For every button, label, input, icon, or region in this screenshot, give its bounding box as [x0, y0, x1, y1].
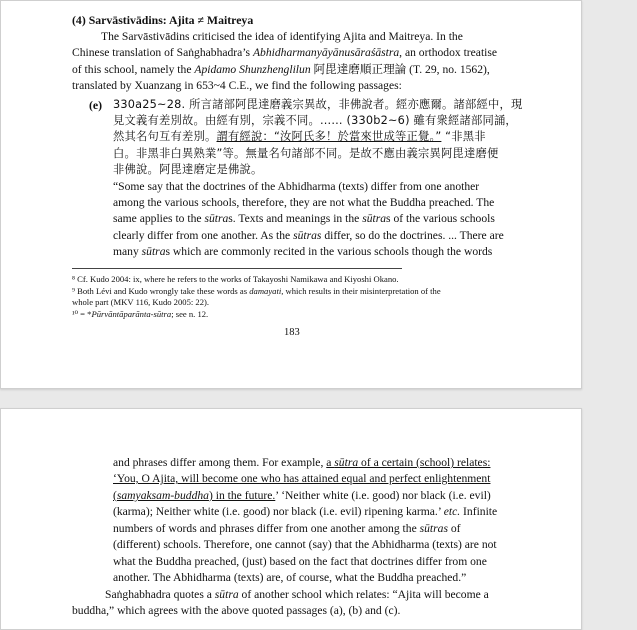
italic-term: sūtra: [141, 245, 166, 258]
text-run: ⁹ Both Lévi and Kudo wrongly take these words as: [72, 286, 250, 296]
text-run: clearly differ from one another. As the: [113, 229, 294, 242]
text-run: , which results in their misinterpretation of the: [281, 286, 441, 296]
text-run: ’ ‘Neither white (i.e. good) nor black (i.e. evil): [275, 489, 491, 502]
translation-line: [113, 228, 504, 244]
translation-line: [113, 244, 492, 260]
text-run: same applies to the: [113, 212, 205, 225]
translation-line: another. The Abhidharma (texts) are, of course, what the Buddha preached.”: [113, 571, 467, 584]
underlined-passage: ‘You, O Ajita, will become one who has attained equal and perfect enlightenment: [113, 472, 491, 485]
title-italic: Apidamo Shunzhenglilun: [194, 63, 311, 76]
text-run: of another school which relates: “Ajita will become a: [238, 588, 489, 601]
text-run: s which are commonly recited in the various schools though the words: [165, 245, 493, 258]
text-run: of: [447, 522, 461, 535]
italic-term: sūtra: [204, 212, 229, 225]
translation-line: [113, 455, 490, 471]
translation-line: [113, 504, 497, 520]
footnote: [72, 286, 441, 297]
text-run: ; see n. 12.: [171, 309, 209, 319]
text-run: differ, so do the doctrines. ... There are: [321, 229, 504, 242]
paragraph-line: buddha,” which agrees with the above quoted passages (a), (b) and (c).: [72, 604, 401, 617]
paragraph-line: [72, 45, 497, 61]
translation-line: “Some say that the doctrines of the Abhidharma (texts) differ from one another: [113, 180, 480, 193]
page-number: 183: [284, 327, 300, 338]
translation-line: [113, 211, 495, 227]
translation-line: [113, 521, 461, 537]
text-run: ¹⁰ = *: [72, 309, 92, 319]
section-heading: (4) Sarvāstivādins: Ajita ≠ Maitreya: [72, 13, 254, 27]
text-run: Infinite: [460, 505, 498, 518]
translation-line: what the Buddha preached, (just) based on the fact that doctrines differ from one: [113, 555, 487, 568]
footnote-continuation: whole part (MKV 116, Kudo 2005: 22).: [72, 297, 210, 307]
footnote: ⁸ Cf. Kudo 2004: ix, where he refers to the works of Takayoshi Namikawa and Kiyoshi Okano.: [72, 274, 399, 284]
text-run: of this school, namely the: [72, 63, 195, 76]
text-run: 阿毘達磨順正理論 (T. 29, no. 1562),: [310, 63, 490, 76]
italic-term: etc.: [443, 505, 461, 518]
paragraph-line: The Sarvāstivādins criticised the idea of identifying Ajita and Maitreya. In the: [101, 30, 463, 43]
footnote: [72, 309, 208, 320]
text-run: and phrases differ among them. For example,: [113, 456, 327, 469]
paragraph-line: [105, 587, 489, 603]
chinese-quote-line: 非佛說。阿毘達磨定是佛說。: [113, 163, 263, 176]
text-run: (karma); Neither white (i.e. good) nor black (i.e. evil) ripening karma.’: [113, 505, 444, 518]
underlined-passage: 謂有經說：“汝阿氏多！於當來世成等正覺。”: [216, 130, 442, 143]
chinese-quote-line: 見文義有差別故。由經有別，宗義不同。...... (330b2~6) 雖有衆經諸部同誦，: [113, 114, 517, 127]
italic-term: sūtras: [293, 229, 322, 242]
paragraph-line: translated by Xuanzang in 653~4 C.E., we find the following passages:: [72, 79, 402, 92]
text-run: Chinese translation of Saṅghabhadra’s: [72, 46, 253, 59]
italic-term: sūtra: [362, 212, 387, 225]
quote-label: (e): [89, 98, 103, 112]
text-run: Saṅghabhadra quotes a: [105, 588, 215, 601]
document-page-184: [0, 408, 582, 630]
chinese-quote-line: [113, 129, 486, 145]
chinese-quote-line: 330a25~28. 所言諸部阿毘達磨義宗異故，非佛說者。經亦應爾。諸部經中，現: [113, 98, 523, 111]
paragraph-line: [72, 62, 490, 78]
footnote-divider: [72, 268, 402, 269]
text-run: , an orthodox treatise: [399, 46, 498, 59]
underlined-passage: (samyaksam-buddha) in the future.: [113, 489, 276, 502]
text-run: s of the various schools: [386, 212, 495, 225]
text-run: 然其名句互有差別。: [113, 130, 217, 143]
italic-term: Pūrvāntāparānta-sūtra: [91, 309, 172, 319]
italic-term: damayati: [249, 286, 282, 296]
translation-line: (different) schools. Therefore, one cannot (say) that the Abhidharma (texts) are not: [113, 538, 497, 551]
title-italic: Abhidharmanyāyānusāraśāstra: [252, 46, 400, 59]
underlined-passage: a sūtra of a certain (school) relates:: [326, 456, 491, 469]
translation-line: [113, 488, 491, 504]
text-run: numbers of words and phrases differ from one another among the: [113, 522, 420, 535]
text-run: s. Texts and meanings in the: [228, 212, 363, 225]
italic-term: sūtra: [214, 588, 239, 601]
italic-term: sūtras: [419, 522, 448, 535]
chinese-quote-line: 白。非黑非白異熟業”等。無量名句諸部不同。是故不應由義宗異阿毘達磨便: [113, 147, 499, 160]
translation-line: among the various schools, therefore, they are not what the Buddha preached. The: [113, 196, 495, 209]
text-run: many: [113, 245, 142, 258]
text-run: “非黑非: [441, 130, 486, 143]
translation-line: [113, 471, 490, 487]
